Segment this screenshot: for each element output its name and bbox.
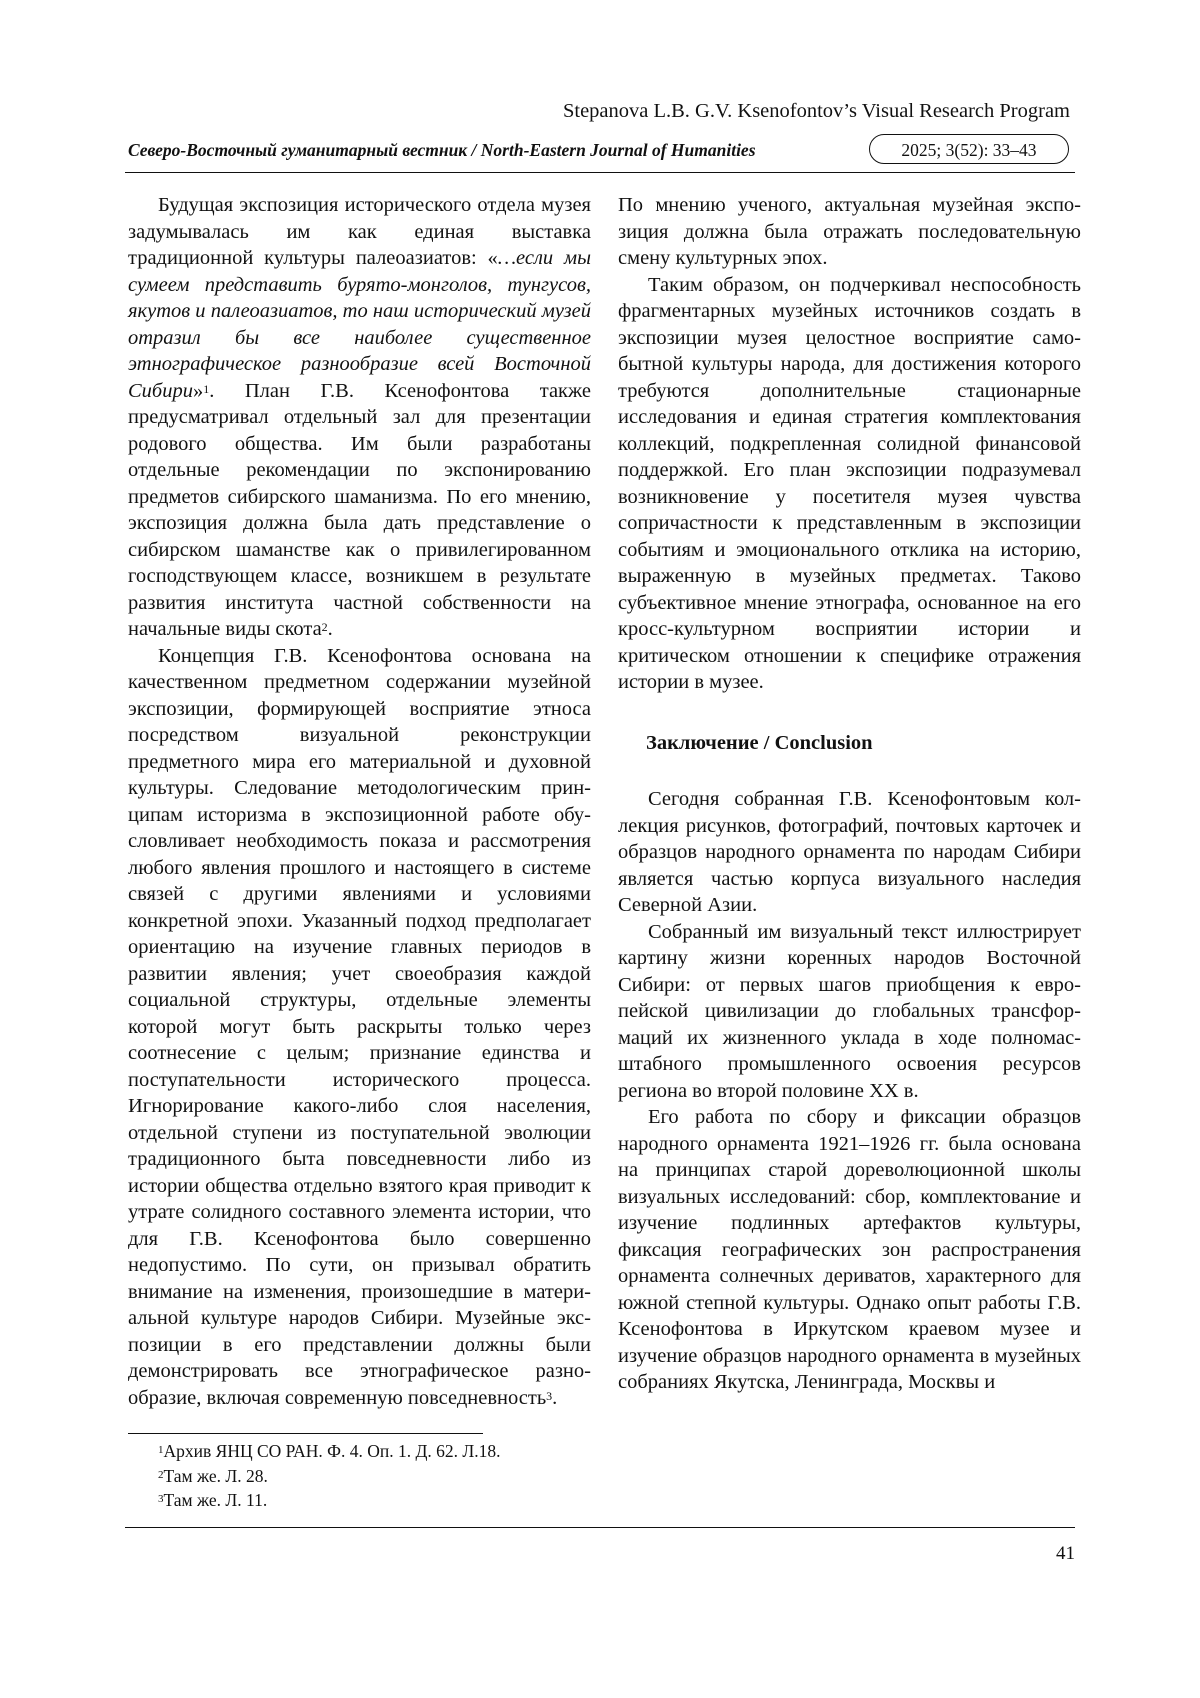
footnote-mark: 3 [158,1493,164,1505]
page-number: 41 [1056,1543,1075,1564]
left-column [128,192,591,1411]
right-column [618,192,1081,1396]
text-span: . [327,618,333,640]
right-paragraph-5: Его работа по сбору и фиксации образцов народного орнамента 1921–1926 гг. была основана на принципах старой дореволюционной школы визуальных исследований: сбор, комплектование и изучение подлинных артефактов культуры, фиксация географических зон распространения орнамента солнечных дериватов, характерного для южной степной культуры. Однако опыт работы Г.В. Ксенофонтова в Иркутском краевом музее и изучение образцов народного орнамента в музейных собраниях Якутска, Ленинграда, Москвы и [618,1106,1081,1393]
text-span: Концепция Г.В. Ксенофонтова основана на качественном предметном содержании музейной экспозиции, формирующей восприятие этноса посредством визуальной реконструкции предметного мира его материальной и духовной культуры. Следование методологическим принципам историзма в экспозиционной работе обусловливает необходимость показа и рассмотрения любого явления прошлого и настоящего в системе связей с другими явлениями и условиями конкретной эпохи. Указанный подход предполагает ориентацию на изучение главных периодов в развитии явления; учет своеобразия каждой социальной структуры, отдельные элементы которой могут быть раскрыты только через соотнесение с целым; признание единства и поступательности исторического процесса. Игнорирование какого-либо слоя населения, отдельной ступени из поступательной эволюции традиционного быта повседневности либо из истории общества отдельно взятого края приводит к утрате солидного составного элемента истории, что для Г.В. Ксенофонтова было совершенно недопустимо. По сути, он призывал обратить внимание на изменения, произошедшие в материальной культуре народов Сибири. Музейные экспозиции в его представлении должны были демонстрировать все этнографическое разнообразие, включая современную повседневность [128,644,591,1409]
footnote-divider [128,1433,483,1434]
text-span: . [552,1386,558,1409]
footnote-text: Там же. Л. 11. [163,1490,268,1510]
left-paragraph-1 [128,192,591,643]
journal-title: Северо-Восточный гуманитарный вестник / North-Eastern Journal of Humanities [128,140,756,160]
footer-divider [125,1527,1075,1528]
footnotes [158,1439,501,1513]
header-divider [125,172,1075,173]
footnote-text: Там же. Л. 28. [163,1465,268,1486]
footnote-mark: 1 [158,1444,164,1456]
quotation: …если мы сумеем представить бурято-монголов, тунгусов, якутов и палеоазиатов, то наш исторический музей отразил бы все наиболее существенное этнографическое разнообразие всей Восточной Сибири [128,247,591,402]
footnote-ref-1[interactable]: 1 [203,381,210,396]
footnote-mark: 2 [158,1468,164,1481]
footnote-text: Архив ЯНЦ СО РАН. Ф. 4. Оп. 1. Д. 62. Л.18. [163,1441,501,1461]
footnote-ref-2[interactable]: 2 [321,620,328,634]
section-heading: Заключение / Conclusion [646,731,873,754]
text-span: » [192,379,204,402]
right-paragraph-3: Сегодня собранная Г.В. Ксенофонтовым коллекция рисунков, фотографий, почтовых карточек и образцов народного орнамента по народам Сибири является частью корпуса визуального наследия Северной Азии. [618,788,1081,916]
issue-badge: 2025; 3(52): 33–43 [869,134,1069,164]
footnote-ref-3[interactable]: 3 [546,1388,553,1403]
left-paragraph-2 [128,643,591,1412]
footnote-1 [158,1439,501,1464]
right-paragraph-1: По мнению ученого, актуальная музейная экспозиция должна была отражать последовательную смену культурных эпох. [618,194,1081,269]
running-title: Stepanova L.B. G.V. Ksenofontov’s Visual Research Program [562,100,1070,122]
text-span: . План Г.В. Ксенофонтова также предусматривал отдельный зал для презентации родового общества. Им были разработаны отдельные рекомендации по экспонированию предметов сибирского шаманизма. По его мнению, экспозиция должна была дать представление о сибирском шаманстве как о привилегированном господствующем классе, возникшем в результате развития института частной собственности на начальные виды скота [128,379,591,640]
footnote-2 [158,1464,501,1489]
footnote-3 [158,1488,501,1513]
right-paragraph-2: Таким образом, он подчеркивал неспособность фрагментарных музейных источников создать в экспозиции музея целостное восприятие самобытной культуры народа, для достижения которого требуются дополнительные стационарные исследования и единая стратегия комплектования коллекций, подкрепленная солидной финансовой поддержкой. Его план экспозиции подразумевал возникновение у посетителя музея чувства сопричастности к представленным в экспозиции событиям и эмоционального отклика на историю, выраженную в музейных предметах. Таково субъективное мнение этнографа, основанное на его кросс-культурном восприятии истории и критическом отношении к специфике отражения истории в музее. [618,273,1081,693]
text-span: Будущая экспозиция исторического отдела музея задумывалась им как единая выставка традиционной культуры палеоазиатов: « [128,194,591,269]
right-paragraph-4: Собранный им визуальный текст иллюстрирует картину жизни коренных народов Восточной Сибири: от первых шагов приобщения к европейской цивилизации до глобальных трансформаций их жизненного уклада в ходе полномасштабного промышленного освоения ресурсов региона во второй половине XX в. [618,920,1081,1102]
